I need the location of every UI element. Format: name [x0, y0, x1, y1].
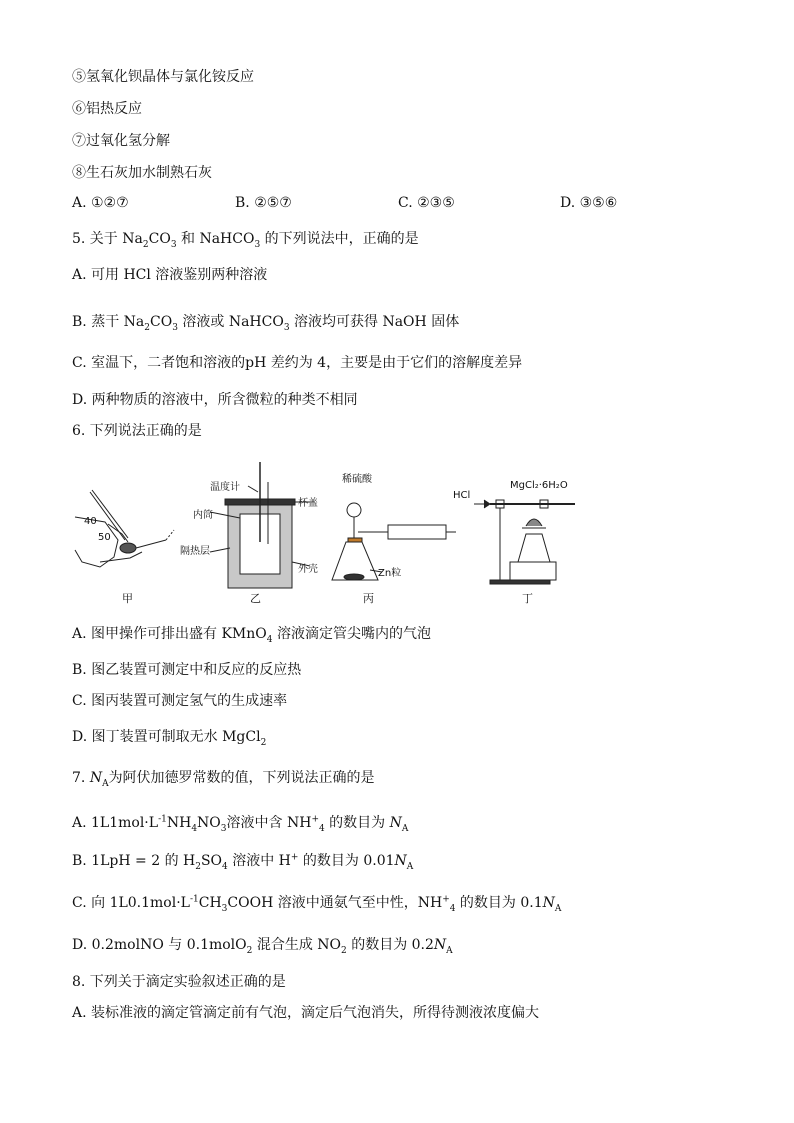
q4-option-a: A. ①②⑦ [72, 195, 129, 211]
q7-option-d: D. 0.2molNO 与 0.1molO$_2$ 混合生成 $NO_2$ 的数目为 $0.2N_A$ [72, 937, 453, 956]
q6-option-d: D. 图丁装置可制取无水 MgCl$_2$ [72, 729, 267, 748]
q5-option-c: C. 室温下，二者饱和溶液的pH 差约为 4，主要是由于它们的溶解度差异 [72, 355, 523, 371]
q6-option-b: B. 图乙装置可测定中和反应的反应热 [72, 662, 302, 678]
label-lid: 杯盖 [298, 498, 318, 509]
label-zn: Zn粒 [378, 568, 402, 579]
tick-50: 50 [98, 532, 111, 543]
label-inner: 内筒 [193, 510, 213, 521]
q5-option-a: A. 可用 HCl 溶液鉴别两种溶液 [72, 267, 268, 283]
q6-option-c: C. 图丙装置可测定氢气的生成速率 [72, 693, 288, 709]
q6-stem: 6. 下列说法正确的是 [72, 423, 202, 439]
figure-ding [474, 500, 575, 584]
caption-ding: 丁 [522, 592, 533, 605]
q6-option-a: A. 图甲操作可排出盛有 KMnO$_4$ 溶液滴定管尖嘴内的气泡 [72, 626, 431, 645]
q4-option-b: B. ②⑤⑦ [235, 195, 292, 211]
q7-option-b: B. 1LpH = 2 的 $H_2SO_4$ 溶液中 H+ 的数目为 $0.01N_A$ [72, 852, 414, 872]
label-shell: 外壳 [298, 564, 318, 575]
label-insulation: 隔热层 [180, 546, 210, 557]
q7-option-c: C. 向 $1L0.1mol\cdot L^{-1}CH_3COOH$ 溶液中通氨气至中性，$NH^+_4$ 的数目为 $0.1N_A$ [72, 894, 562, 914]
tick-40: 40 [84, 516, 97, 527]
item-6: ⑥铝热反应 [72, 101, 142, 117]
caption-yi: 乙 [250, 592, 261, 605]
item-7: ⑦过氧化氢分解 [72, 133, 170, 149]
label-mgcl2: MgCl₂·6H₂O [510, 480, 568, 491]
q5-option-b: B. 蒸干 $Na_2CO_3$ 溶液或 NaHCO$_3$ 溶液均可获得 NaOH 固体 [72, 314, 460, 333]
item-5: ⑤氢氧化钡晶体与氯化铵反应 [72, 69, 254, 85]
q7-stem: 7. $N_A$为阿伏加德罗常数的值，下列说法正确的是 [72, 770, 375, 789]
caption-jia: 甲 [122, 592, 133, 605]
q4-option-c: C. ②③⑤ [398, 195, 455, 211]
figure-jia [75, 490, 174, 567]
q8-option-a: A. 装标准液的滴定管滴定前有气泡，滴定后气泡消失，所得待测液浓度偏大 [72, 1005, 540, 1021]
q5-stem: 5. 关于 $Na_2CO_3$ 和 NaHCO$_3$ 的下列说法中，正确的是 [72, 231, 419, 250]
q4-option-d: D. ③⑤⑥ [560, 195, 618, 211]
label-hcl: HCl [453, 490, 471, 501]
q6-figure [70, 462, 590, 612]
q7-option-a: A. $1L1mol\cdot L^{-1}NH_4NO_3$溶液中含 $NH^+_4$ 的数目为 $N_A$ [72, 814, 409, 834]
q8-stem: 8. 下列关于滴定实验叙述正确的是 [72, 974, 286, 990]
q5-option-d: D. 两种物质的溶液中，所含微粒的种类不相同 [72, 392, 358, 408]
label-acid: 稀硫酸 [342, 474, 372, 485]
caption-bing: 丙 [363, 592, 374, 605]
label-thermometer: 温度计 [210, 482, 240, 493]
item-8: ⑧生石灰加水制熟石灰 [72, 165, 212, 181]
